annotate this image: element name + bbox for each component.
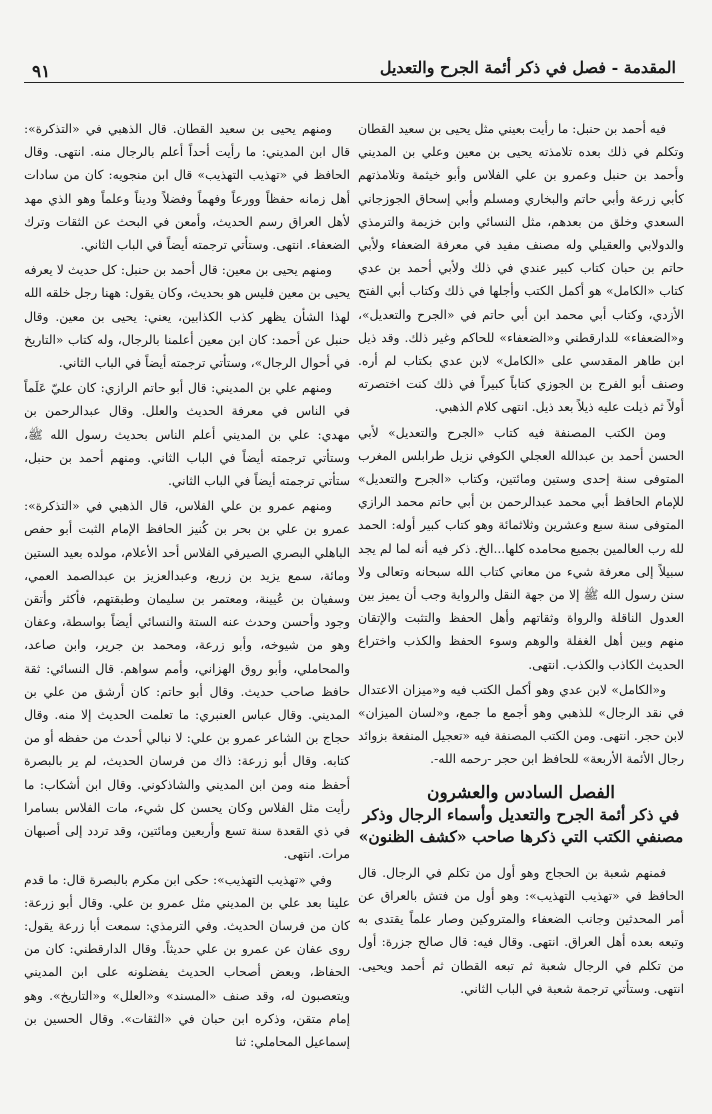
section-heading bbox=[358, 782, 684, 848]
paragraph: ومن الكتب المصنفة فيه كتاب «الجرح والتعديل» لأبي الحسن أحمد بن عبدالله العجلي الكوفي نزيل طرابلس المغرب المتوفى سنة إحدى وستين ومائتين، وكتاب «الجرح والتعديل» للإمام الحافظ أبي محمد عبدالرحمن بن أبي حاتم محمد الرازي المتوفى سنة سبع وعشرين وثلاثمائة وهو كتاب كبير أوله: الحمد لله رب العالمين بجميع محامده كلها...الخ. ذكر فيه أنه لما لم يجد سبيلاً إلى معرفة شيء من معاني كتاب الله سبحانه وتعالى ولا سنن رسول الله ﷺ إلا من جهة النقل والرواية وجب أن يميز بين العدول الناقلة والرواة وثقاتهم وأهل الحفظ والتثبت والإتقان منهم وبين أهل الغفلة والوهم وسوء الحفظ والكذب واختراع الحديث الكاذب والكذب. انتهى. bbox=[358, 425, 684, 672]
paragraph: ومنهم يحيى بن سعيد القطان. قال الذهبي في «التذكرة»: قال ابن المديني: ما رأيت أحداً أعلم بالرجال منه. انتهى. وقال الحافظ في «تهذيب التهذيب» قال ابن منجويه: كان من سادات أهل زمانه حفظاً وورعاً وفهماً وفضلاً وديناً وعلماً وهو الذي مهد لأهل العراق رسم الحديث، وأمعن في البحث عن الثقات وترك الضعفاء. انتهى. وستأتي ترجمته أيضاً في الباب الثاني. bbox=[24, 122, 350, 253]
page-header bbox=[24, 48, 684, 83]
section-heading-line: مصنفي الكتب التي ذكرها صاحب «كشف الظنون» bbox=[358, 826, 684, 846]
paragraph: ومنهم علي بن المديني: قال أبو حاتم الرازي: كان عليّ عَلَماً في الناس في معرفة الحديث والعلل. وقال عبدالرحمن بن مهدي: علي بن المديني أعلم الناس بحديث رسول الله ﷺ، وستأتي ترجمته أيضاً في الباب الثاني. ومنهم أحمد بن حنبل، ستأتي ترجمته أيضاً في الباب الثاني. bbox=[24, 381, 350, 489]
section-heading-line: في ذكر أئمة الجرح والتعديل وأسماء الرجال وذكر bbox=[362, 804, 680, 824]
paragraph: و«الكامل» لابن عدي وهو أكمل الكتب فيه و«ميزان الاعتدال في نقد الرجال» للذهبي وهو أجمع ما جمع، و«لسان الميزان» لابن حجر. انتهى. ومن الكتب المصنفة فيه «تعجيل المنفعة بزوائد رجال الأئمة الأربعة» للحافظ ابن حجر -رحمه الله-. bbox=[358, 682, 684, 767]
paragraph: وفي «تهذيب التهذيب»: حكى ابن مكرم بالبصرة قال: ما قدم علينا بعد علي بن المديني مثل عمرو بن علي. وقال أبو زرعة: كان من فرسان الحديث. وفي الترمذي: سمعت أبا زرعة يقول: روى عفان عن عمرو بن علي حديثاً. وقال الدارقطني: كان من الحفاظ، وبعض أصحاب الحديث يفضلونه على ابن المديني ويتعصبون له، وقد صنف «المسند» و«العلل» و«التاريخ». وهو إمام متقن، وذكره ابن حبان في «الثقات». وقال الحسين بن إسماعيل المحاملي: ثنا bbox=[24, 872, 350, 1049]
running-head: المقدمة - فصل في ذكر أئمة الجرح والتعديل bbox=[379, 58, 676, 77]
right-column bbox=[358, 118, 684, 1090]
section-heading-line: الفصل السادس والعشرون bbox=[426, 782, 616, 803]
paragraph: فيه أحمد بن حنبل: ما رأيت بعيني مثل يحيى بن سعيد القطان وتكلم في ذلك بعده تلامذته يحيى بن معين وعلي بن المديني وأحمد بن حنبل وعمرو بن علي الفلاس وأبو خيثمة وتلامذتهم كأبي زرعة وأبي حاتم والبخاري ومسلم وأبي إسحاق الجوزجاني السعدي وخلق من بعدهم، مثل النسائي وابن خزيمة والترمذي والدولابي والعقيلي وله مصنف مفيد في معرفة الضعفاء ولأبي حاتم بن حبان كتاب كبير عندي في ذلك ولأبي أحمد بن عدي كتاب «الكامل» هو أكمل الكتب وأجلها في ذلك وكتاب أبي الفتح الأزدي، وكتاب أبي محمد ابن أبي حاتم في «الجرح والتعديل»، و«الضعفاء» للدارقطني و«الضعفاء» للحاكم وغير ذلك. وقد ذيل ابن طاهر المقدسي على «الكامل» لابن عدي بكتاب لم أره. وصنف أبو الفرج بن الجوزي كتاباً كبيراً في ذلك كنت اختصرته أولاً ثم ذيلت عليه ذيلاً بعد ذيل. انتهى كلام الذهبي. bbox=[358, 122, 684, 415]
paragraph: ومنهم عمرو بن علي الفلاس، قال الذهبي في «التذكرة»: عمرو بن علي بن بحر بن كُنيز الحافظ الإمام الثبت أبو حفص الباهلي البصري الصيرفي الفلاس أحد الأعلام، مولده بعيد الستين ومائة، سمع يزيد بن زريع، وعبدالعزيز بن عبدالصمد العمي، وسفيان بن عُيينة، ومعتمر بن سليمان وطبقتهم، فأكثر وأتقن وجود وأحسن وحدث عنه الستة والنسائي أيضاً بواسطة، وعفان وهو من شيوخه، وأبو زرعة، ومحمد بن جرير، وابن صاعد، والمحاملي، وأبو روق الهزاني، وأمم سواهم. قال النسائي: ثقة حافظ صاحب حديث. وقال أبو حاتم: كان أرشق من علي بن المديني. وقال عباس العنبري: ما تعلمت الحديث إلا منه. وقال حجاج بن الشاعر عمرو بن علي: لا نبالي أحدث من حفظه أو من كتابه. وقال أبو زرعة: ذاك من فرسان الحديث، لم ير بالبصرة أحفظ منه ومن ابن المديني والشاذكوني. وقال ابن أشكاب: ما رأيت مثل الفلاس وكان يحسن كل شيء، مات الفلاس بسامرا في ذي القعدة سنة تسع وأربعين ومائتين، وقد تردد إلى أصبهان مرات. انتهى. bbox=[24, 499, 350, 862]
left-column bbox=[24, 118, 350, 1090]
page-number: ٩١ bbox=[32, 62, 51, 82]
paragraph: فمنهم شعبة بن الحجاج وهو أول من تكلم في الرجال. قال الحافظ في «تهذيب التهذيب»: وهو أول من فتش بالعراق عن أمر المحدثين وجانب الضعفاء والمتروكين وصار علماً يقتدى به وتبعه بعده أهل العراق. انتهى. وقال فيه: قال صالح جزرة: أول من تكلم في الرجال شعبة ثم تبعه القطان ثم أحمد ويحيى. انتهى. وستأتي ترجمة شعبة في الباب الثاني. bbox=[358, 865, 684, 996]
paragraph: ومنهم يحيى بن معين: قال أحمد بن حنبل: كل حديث لا يعرفه يحيى بن معين فليس هو بحديث، وكان يقول: ههنا رجل خلقه الله لهذا الشأن يظهر كذب الكذابين، يعني: يحيى بن معين. وقال حنبل عن أحمد: كان ابن معين أعلمنا بالرجال، وله كتاب «التاريخ في أحوال الرجال»، وستأتي ترجمته أيضاً في الباب الثاني. bbox=[24, 263, 350, 371]
